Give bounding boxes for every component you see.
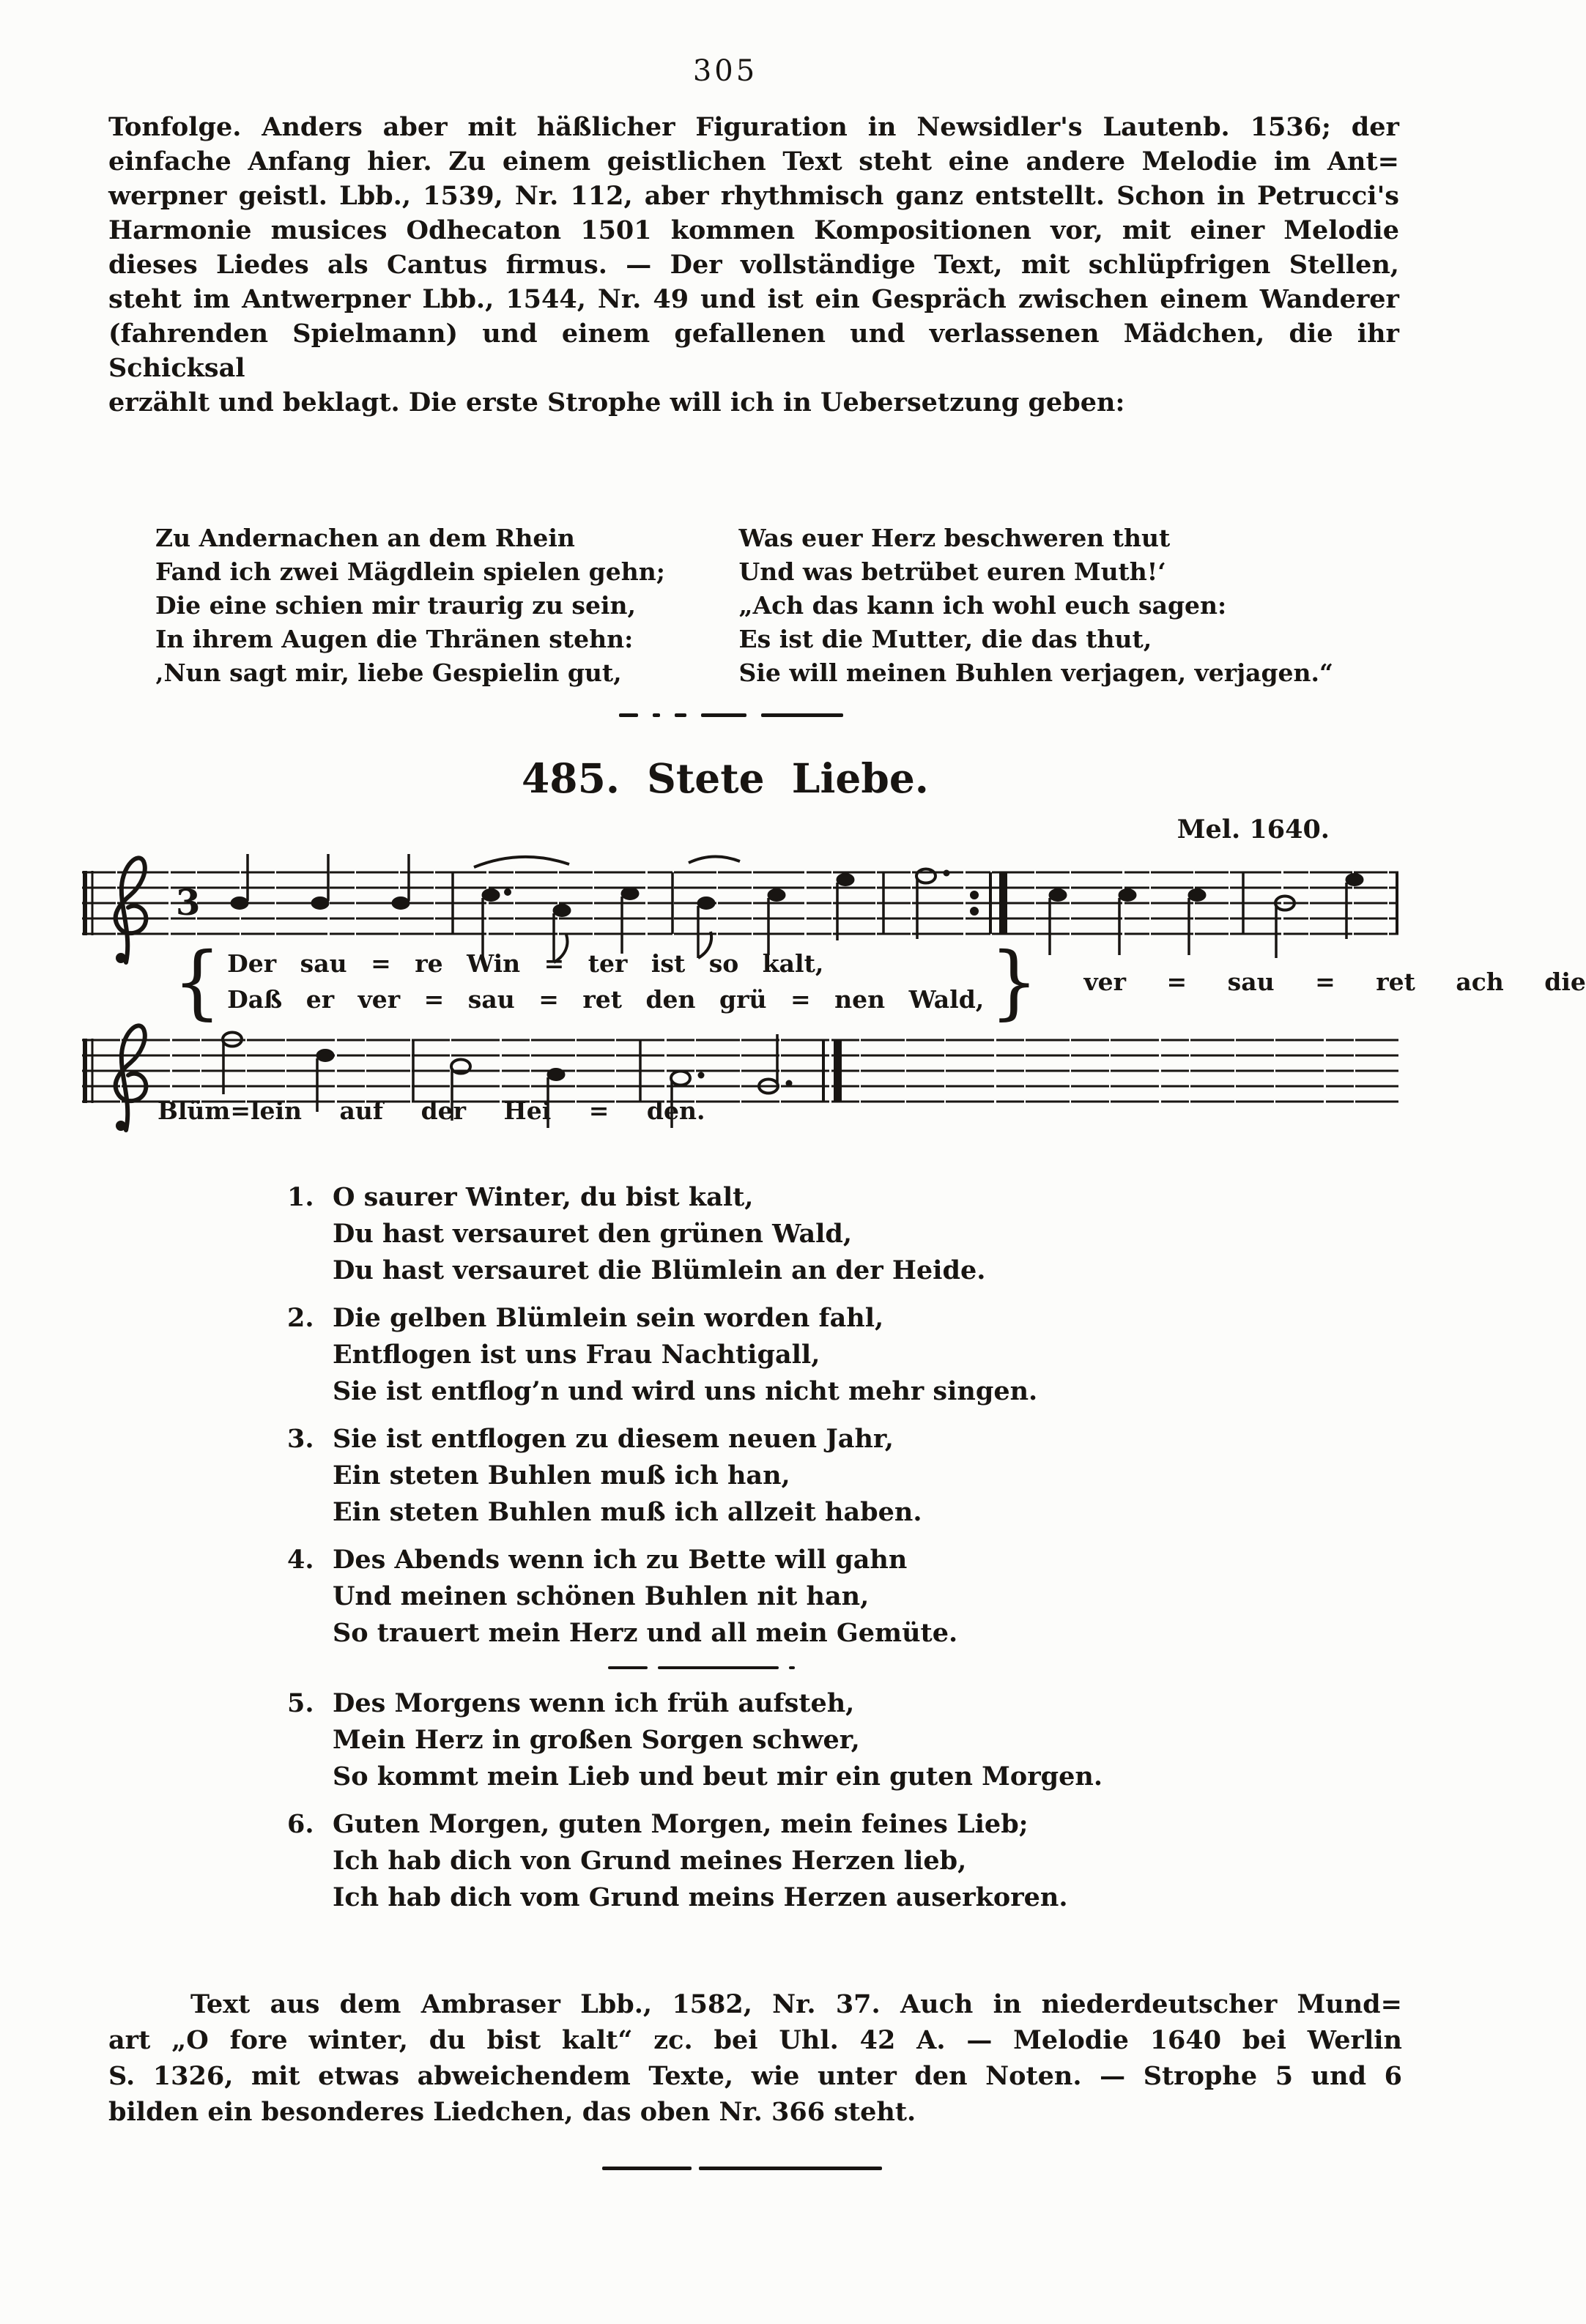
footer-line: art „O fore winter, du bist kalt“ zc. bei Uhl. 42 A. — Melodie 1640 bei Werlin — [108, 2025, 1402, 2055]
verse-5 — [287, 1685, 1239, 1795]
verse-line: Und meinen schönen Buhlen nit han, — [333, 1581, 870, 1611]
staff-lines — [82, 872, 1398, 934]
verse-line: Sie ist entflogen zu diesem neuen Jahr, — [333, 1424, 894, 1454]
lyrics-system-2: Blüm=lein auf der Hei = den. — [158, 1096, 705, 1125]
quote-column-left — [155, 521, 665, 690]
slur — [474, 857, 569, 867]
quote-line: Was euer Herz beschweren thut — [738, 524, 1171, 552]
quote-line: Es ist die Mutter, die das thut, — [738, 625, 1152, 653]
footer-line: bilden ein besonderes Liedchen, das oben Nr. 366 steht. — [108, 2097, 916, 2127]
verse-line: Ich hab dich von Grund meines Herzen lieb, — [333, 1846, 967, 1876]
intro-line: steht im Antwerpner Lbb., 1544, Nr. 49 und ist ein Gespräch zwischen einem Wanderer — [108, 284, 1399, 314]
verse-2 — [287, 1300, 1239, 1410]
verse-number: 3. — [287, 1424, 314, 1454]
notes-measure-1 — [231, 854, 410, 910]
verse-line: So trauert mein Herz und all mein Gemüte. — [333, 1618, 958, 1648]
verse-divider — [608, 1666, 795, 1669]
quote-column-right — [739, 521, 1334, 690]
lyrics-brace-right: } — [990, 934, 1039, 1029]
verse-line: O saurer Winter, du bist kalt, — [333, 1182, 754, 1212]
verse-line: So kommt mein Lieb und beut mir ein guten Morgen. — [333, 1761, 1103, 1792]
verse-3 — [287, 1421, 1239, 1531]
page-number: 305 — [692, 54, 758, 88]
intro-line: (fahrenden Spielmann) und einem gefallenen und verlassenen Mädchen, die ihr Schicksal — [108, 319, 1399, 383]
intro-line: dieses Liedes als Cantus firmus. — Der vollständige Text, mit schlüpfrigen Stellen, — [108, 250, 1399, 280]
lyrics-line-1a: Der sau = re Win = ter ist so kalt, — [227, 949, 824, 978]
song-title: 485. Stete Liebe. — [522, 754, 929, 802]
section-divider — [619, 713, 874, 717]
verse-list — [287, 1179, 1239, 1927]
verse-line: Ein steten Buhlen muß ich han, — [333, 1460, 790, 1490]
quote-line: Fand ich zwei Mägdlein spielen gehn; — [155, 557, 665, 586]
footer-line: S. 1326, mit etwas abweichendem Texte, wie unter den Noten. — Strophe 5 und 6 — [108, 2061, 1402, 2091]
quote-line: Die eine schien mir traurig zu sein, — [155, 591, 636, 620]
verse-number: 6. — [287, 1809, 314, 1839]
staff-lines — [82, 1040, 1398, 1102]
verse-line: Du hast versauret die Blümlein an der Heide. — [333, 1255, 986, 1285]
verse-number: 5. — [287, 1688, 314, 1718]
intro-line: einfache Anfang hier. Zu einem geistlichen Text steht eine andere Melodie im Ant= — [108, 146, 1399, 177]
lyrics-system-1 — [173, 934, 1586, 1029]
verse-line: Mein Herz in großen Sorgen schwer, — [333, 1725, 860, 1755]
lyrics-line-1b: Daß er ver = sau = ret den grü = nen Wald, — [227, 985, 985, 1014]
time-signature: 3 — [176, 883, 201, 924]
verse-6 — [287, 1806, 1239, 1916]
verse-line: Ich hab dich vom Grund meins Herzen auserkoren. — [333, 1882, 1068, 1912]
melody-reference-label: Mel. 1640. — [1176, 814, 1330, 844]
verse-line: Entflogen ist uns Frau Nachtigall, — [333, 1340, 820, 1370]
bottom-divider — [602, 2167, 888, 2170]
verse-line: Sie ist entflog’n und wird uns nicht mehr singen. — [333, 1376, 1038, 1406]
verse-line: Die gelben Blümlein sein worden fahl, — [333, 1303, 884, 1333]
verse-number: 1. — [287, 1182, 314, 1212]
verse-4 — [287, 1542, 1239, 1652]
treble-clef-icon — [116, 858, 147, 963]
quote-line: Sie will meinen Buhlen verjagen, verjagen.“ — [738, 658, 1333, 687]
treble-clef-icon — [116, 1025, 147, 1131]
intro-line: Tonfolge. Anders aber mit häßlicher Figuration in Newsidler's Lautenb. 1536; der — [108, 112, 1399, 142]
quoted-strophe — [155, 521, 1333, 690]
intro-line: werpner geistl. Lbb., 1539, Nr. 112, aber rhythmisch ganz entstellt. Schon in Petrucci's — [108, 181, 1399, 211]
lyrics-brace-left: { — [173, 934, 222, 1029]
footer-commentary — [108, 1986, 1402, 2130]
verse-number: 2. — [287, 1303, 314, 1333]
quote-line: „Ach das kann ich wohl euch sagen: — [738, 591, 1227, 620]
quote-line: Zu Andernachen an dem Rhein — [155, 524, 575, 552]
slur — [689, 856, 740, 863]
quote-line: Und was betrübet euren Muth!‘ — [738, 557, 1166, 586]
verse-line: Guten Morgen, guten Morgen, mein feines Lieb; — [333, 1809, 1029, 1839]
verse-line: Du hast versauret den grünen Wald, — [333, 1219, 853, 1249]
footer-line: Text aus dem Ambraser Lbb., 1582, Nr. 37. Auch in niederdeutscher Mund= — [190, 1989, 1402, 2019]
verse-line: Des Morgens wenn ich früh aufsteh, — [333, 1688, 855, 1718]
quote-line: In ihrem Augen die Thränen stehn: — [155, 625, 634, 653]
verse-line: Des Abends wenn ich zu Bette will gahn — [333, 1545, 908, 1575]
lyrics-line-1-right: ver = sau = ret ach die — [1083, 967, 1586, 996]
intro-line: Harmonie musices Odhecaton 1501 kommen Kompositionen vor, mit einer Melodie — [108, 215, 1399, 245]
verse-line: Ein steten Buhlen muß ich allzeit haben. — [333, 1497, 922, 1527]
verse-1 — [287, 1179, 1239, 1289]
verse-number: 4. — [287, 1545, 314, 1575]
intro-paragraph — [108, 110, 1399, 420]
quote-line: ‚Nun sagt mir, liebe Gespielin gut, — [155, 658, 622, 687]
intro-line: erzählt und beklagt. Die erste Strophe will ich in Uebersetzung geben: — [108, 387, 1125, 417]
